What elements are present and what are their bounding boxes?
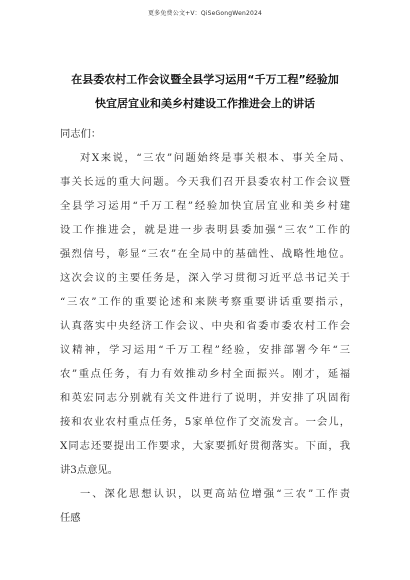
paragraph-line: X同志还要提出工作要求，大家要抓好贯彻落实。下面，我 [60,440,350,452]
paragraph-line: “三农”工作的重要论述和来陕考察重要讲话重要指示， [60,296,350,308]
paragraph-line: 对X来说，“三农”问题始终是事关根本、事关全局、 [80,152,350,164]
paragraph-line: 强烈信号，彰显“三农”在全局中的基础性、战略性地位。 [60,248,350,260]
title-line-1: 在县委农村工作会议暨全县学习运用“千万工程”经验加 [71,73,339,86]
paragraph-line: 接和农业农村重点任务，5家单位作了交流发言。一会儿， [60,416,350,428]
paragraph-line: 这次会议的主要任务是，深入学习贯彻习近平总书记关于 [60,272,350,284]
paragraph-line: 认真落实中央经济工作会议、中央和省委市委农村工作会 [60,320,350,332]
paragraph-line: 全县学习运用“千万工程”经验加快宜居宜业和美乡村建 [60,200,350,212]
section-heading-line: 任感 [60,512,81,524]
header-note: 更多免费公文+V：QiSeGongWen2024 [147,10,263,17]
document-body [60,122,350,530]
paragraph-line: 议精神，学习运用“千万工程”经验，安排部署今年“三 [60,344,350,356]
paragraph-line: 讲3点意见。 [60,464,119,476]
paragraph-line: 农”重点任务，有力有效推动乡村全面振兴。刚才，延福 [60,368,350,380]
paragraph-line: 设工作推进会，就是进一步表明县委加强“三农”工作的 [60,224,350,236]
salutation: 同志们： [60,128,102,140]
title-line-2: 快宜居宜业和美乡村建设工作推进会上的讲话 [95,97,315,110]
paragraph-line: 和英宏同志分别就有关文件进行了说明，并安排了巩固衔 [60,392,350,404]
section-heading-line: 一、深化思想认识，以更高站位增强“三农”工作责 [80,488,350,500]
paragraph-line: 事关长远的重大问题。今天我们召开县委农村工作会议暨 [60,176,350,188]
document-title [60,68,350,116]
